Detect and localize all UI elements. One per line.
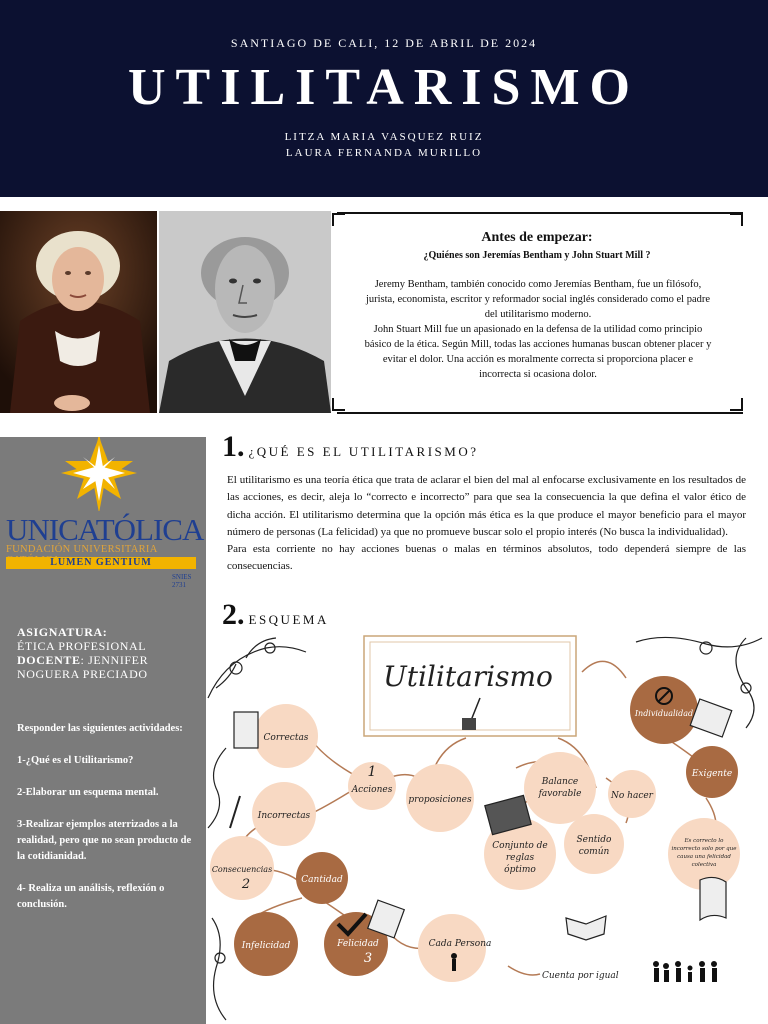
section-1-heading xyxy=(222,430,478,464)
mill-paragraph: John Stuart Mill fue un apasionado en la defensa de la utilidad como principio básico de la ética. Según Mill, todas las acciones humanas buscan obtener placer y evitar el dolor. Una acción es moralmente correcta si proporciona placer e incorrecta si ocasiona dolor. xyxy=(364,324,712,380)
university-name: UNICATÓLICA xyxy=(6,512,204,547)
node-label: favorable xyxy=(538,789,582,799)
activities-intro: Responder las siguientes actividades: xyxy=(17,723,183,734)
university-motto: LUMEN GENTIUM xyxy=(6,557,196,569)
node-label: Felicidad xyxy=(337,939,379,949)
university-logo xyxy=(0,437,206,622)
bentham-paragraph: Jeremy Bentham, también conocido como Jeremías Bentham, fue un filósofo, jurista, economista, escritor y reformador social inglés considerado como el padre del utilitarismo moderno. xyxy=(365,279,711,320)
section-number: 2. xyxy=(222,598,245,631)
node-label: común xyxy=(578,847,610,857)
node-label: Consecuencias xyxy=(211,865,273,874)
section-title: ¿QUÉ ES EL UTILITARISMO? xyxy=(248,444,479,459)
node-label: 1 xyxy=(367,764,377,780)
node-label: proposiciones xyxy=(408,795,472,805)
node-label: 3 xyxy=(363,951,373,966)
document-title: UTILITARISMO xyxy=(127,59,640,116)
node-label: incorrecto solo por que xyxy=(671,846,737,852)
node-label: Acciones xyxy=(351,785,393,795)
bentham-portrait xyxy=(0,211,157,413)
node-label: Es correcto lo xyxy=(684,838,724,844)
closed-book-icon xyxy=(234,712,258,748)
author-2: LAURA FERNANDA MURILLO xyxy=(285,147,483,159)
scroll-icon xyxy=(700,877,726,920)
node-label: colectiva xyxy=(691,862,717,868)
docente-value: : JENNIFER NOGUERA PRECIADO xyxy=(17,653,149,681)
intro-subtitle: ¿Quiénes son Jeremías Bentham y John Stuart Mill ? xyxy=(423,250,651,261)
corner-ornament xyxy=(331,398,345,412)
node-label: Correctas xyxy=(263,733,309,743)
section-title: ESQUEMA xyxy=(248,612,329,627)
activity-item: 1-¿Qué es el Utilitarismo? xyxy=(17,755,134,766)
corner-ornament xyxy=(331,212,345,226)
node-label: 2 xyxy=(241,877,251,892)
mill-portrait xyxy=(159,211,331,413)
node-label: No hacer xyxy=(611,791,653,801)
author-1: LITZA MARIA VASQUEZ RUIZ xyxy=(284,131,484,143)
activity-item: 2-Elaborar un esquema mental. xyxy=(17,787,159,798)
corner-ornament xyxy=(730,398,744,412)
section-1-body xyxy=(227,472,746,576)
node-label: Cada Persona xyxy=(428,939,492,949)
node-label: Infelicidad xyxy=(241,941,291,951)
activity-item: 3-Realizar ejemplos aterrizados a la realidad, pero que no sean producto de la cotidianidad. xyxy=(17,819,192,862)
paragraph: Para esta corriente no hay acciones buenas o malas en términos absolutos, todo dependerá siempre de las consecuencias. xyxy=(227,543,746,573)
node-label: causa una felicidad xyxy=(677,854,731,860)
node-label: reglas xyxy=(505,853,535,863)
snies-code: SNIES 2731 xyxy=(172,573,192,589)
node-label: Incorrectas xyxy=(257,811,311,821)
node-label: Exigente xyxy=(691,769,733,779)
header-banner xyxy=(0,0,768,197)
diagram-title: Utilitarismo xyxy=(383,660,553,693)
intro-title: Antes de empezar: xyxy=(481,230,593,245)
activities-list xyxy=(17,721,199,929)
node-label: Cantidad xyxy=(301,875,343,885)
corner-ornament xyxy=(730,212,744,226)
sidebar xyxy=(0,437,206,1024)
section-2-heading xyxy=(222,598,329,632)
open-book-icon xyxy=(566,916,606,940)
node-label: Cuenta por igual xyxy=(542,971,619,981)
node-label: Individualidad xyxy=(634,709,694,718)
node-label: Sentido xyxy=(576,835,612,845)
section-number: 1. xyxy=(222,430,245,463)
node-label: óptimo xyxy=(504,865,536,875)
ink-bottle-icon xyxy=(462,698,480,730)
node-balance xyxy=(524,752,596,824)
node-label: Conjunto de xyxy=(492,841,548,851)
node-label: Balance xyxy=(541,777,579,787)
family-people-icon xyxy=(653,961,717,982)
intro-box xyxy=(331,212,744,412)
course-info xyxy=(17,625,202,681)
docente-label: DOCENTE xyxy=(17,653,81,667)
feather-icon xyxy=(230,796,240,828)
activity-item: 4- Realiza un análisis, reflexión o conclusión. xyxy=(17,883,165,910)
asignatura-label: ASIGNATURA: xyxy=(17,625,108,639)
concept-map xyxy=(206,628,768,1024)
star-emblem-icon xyxy=(0,437,206,511)
paragraph: El utilitarismo es una teoría ética que trata de aclarar el bien del mal al enfocarse exclusivamente en los resultados de las acciones, es decir, aleja lo “correcto e incorrecto” para que sea la consecuencia la que defina el valor ético de dicha acción. El utilitarismo determina que la opción más ética es la que produce el mayor beneficio para el mayor número de personas (La felicidad) ya que no promueve buscar solo el propio interés (No busca la individualidad). xyxy=(227,474,746,538)
asignatura-value: ÉTICA PROFESIONAL xyxy=(17,639,147,653)
document-date: SANTIAGO DE CALI, 12 DE ABRIL DE 2024 xyxy=(230,36,538,50)
university-subtitle: FUNDACIÓN UNIVERSITARIA xyxy=(6,544,158,555)
